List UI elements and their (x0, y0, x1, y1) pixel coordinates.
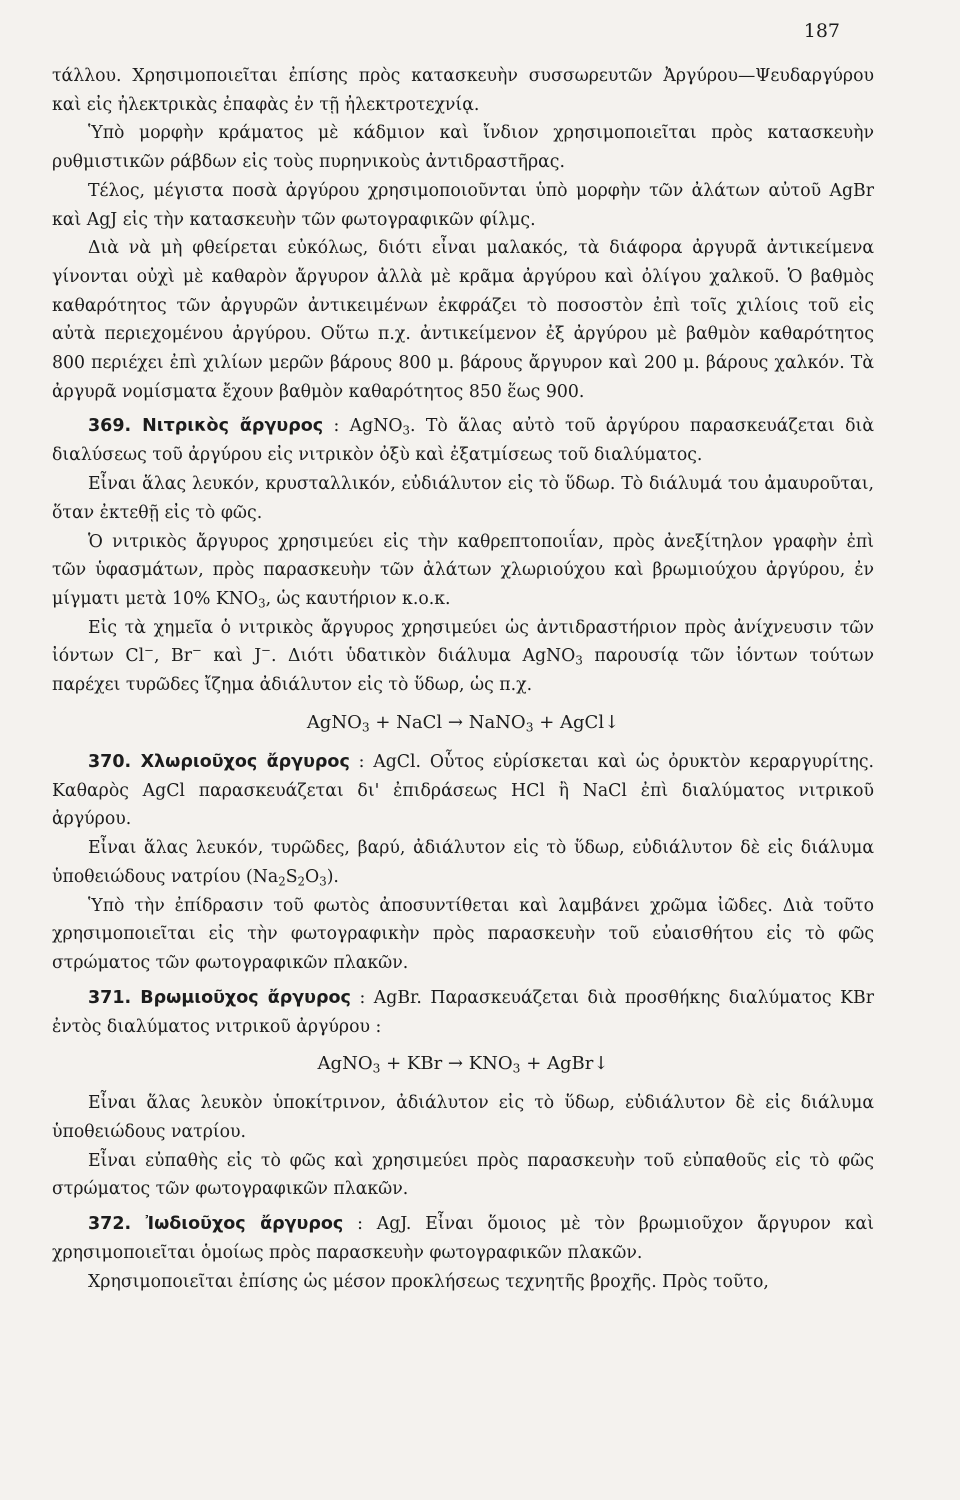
section-intro: 370. Χλωριοῦχος ἄργυρος : AgCl. Οὗτος εὑρίσκεται καὶ ὡς ὀρυκτὸν κεραργυρίτης. Καθαρὸς AgCl παρασκευάζεται δι' ἐπιδράσεως HCl ἢ NaCl ἐπὶ διαλύματος νιτρικοῦ ἀργύρου. (52, 751, 874, 830)
section-heading: 370. Χλωριοῦχος ἄργυρος (88, 751, 350, 772)
paragraph: Διὰ νὰ μὴ φθείρεται εὐκόλως, διότι εἶναι μαλακός, τὰ διάφορα ἀργυρᾶ ἀντικείμενα γίνονται οὐχὶ μὲ καθαρὸν ἄργυρον ἀλλὰ μὲ κρᾶμα ἀργύρου καὶ ὀλίγου χαλκοῦ. Ὁ βαθμὸς καθαρότητος τῶν ἀργυρῶν ἀντικειμένων ἐκφράζει τὸ ποσοστὸν ἐπὶ τοῖς χιλίοις τοῦ εἰς αὐτὰ περιεχομένου ἀργύρου. Οὕτω π.χ. ἀντικείμενον ἐξ ἀργύρου μὲ βαθμὸν καθαρότητος 800 περιέχει ἐπὶ χιλίων μερῶν βάρους 800 μ. βάρους ἄργυρον καὶ 200 μ. βάρους χαλκόν. Τὰ ἀργυρᾶ νομίσματα ἔχουν βαθμὸν καθαρότητος 850 ἕως 900. (52, 238, 874, 402)
section-372 (52, 1210, 874, 1296)
page-body (52, 62, 874, 1297)
section-heading: 369. Νιτρικὸς ἄργυρος (88, 416, 324, 437)
paragraph: Εἶναι εὐπαθὴς εἰς τὸ φῶς καὶ χρησιμεύει πρὸς παρασκευὴν τοῦ εὐπαθοῦς εἰς τὸ φῶς στρώματος τῶν φωτογραφικῶν πλακῶν. (52, 1150, 874, 1200)
paragraph: Χρησιμοποιεῖται ἐπίσης ὡς μέσον προκλήσεως τεχνητῆς βροχῆς. Πρὸς τοῦτο, (88, 1271, 769, 1292)
paragraph: Εἰς τὰ χημεῖα ὁ νιτρικὸς ἄργυρος χρησιμεύει ὡς ἀντιδραστήριον πρὸς ἀνίχνευσιν τῶν ἰόντων Cl−, Br− καὶ J−. Διότι ὑδατικὸν διάλυμα AgNO$_3$ παρουσίᾳ τῶν ἰόντων τούτων παρέχει τυρῶδες ἴζημα ἀδιάλυτον εἰς τὸ ὕδωρ, ὡς π.χ. (52, 617, 874, 696)
paragraph: Ὑπὸ τὴν ἐπίδρασιν τοῦ φωτὸς ἀποσυντίθεται καὶ λαμβάνει χρῶμα ἰῶδες. Διὰ τοῦτο χρησιμοποιεῖται εἰς τὴν φωτογραφικὴν πρὸς παρασκευὴν τοῦ εὐαισθήτου εἰς τὸ φῶς στρώματος τῶν φωτογραφικῶν πλακῶν. (52, 895, 874, 973)
chemical-equation: AgNO$_3$ + NaCl → NaNO$_3$ + AgCl↓ (306, 711, 620, 735)
chemical-equation: AgNO$_3$ + KBr → $KNO_3$ + AgBr↓ (317, 1053, 609, 1076)
section-intro: 371. Βρωμιοῦχος ἄργυρος : AgBr. Παρασκευάζεται διὰ προσθήκης διαλύματος KBr ἐντὸς διαλύματος νιτρικοῦ ἀργύρου : (52, 987, 874, 1037)
paragraph: τάλλου. Χρησιμοποιεῖται ἐπίσης πρὸς κατασκευὴν συσσωρευτῶν Ἀργύρου—Ψευδαργύρου καὶ εἰς ἠλεκτρικὰς ἐπαφὰς ἐν τῇ ἠλεκτροτεχνίᾳ. (52, 66, 874, 115)
section-intro: 369. Νιτρικὸς ἄργυρος : AgNO$_3$. Τὸ ἅλας αὐτὸ τοῦ ἀργύρου παρασκευάζεται διὰ διαλύσεως τοῦ ἀργύρου εἰς νιτρικὸν ὀξὺ καὶ ἐξατμίσεως τοῦ διαλύματος. (52, 416, 875, 466)
paragraph: Ὑπὸ μορφὴν κράματος μὲ κάδμιον καὶ ἴνδιον χρησιμοποιεῖται πρὸς κατασκευὴν ρυθμιστικῶν ράβδων εἰς τοὺς πυρηνικοὺς ἀντιδραστῆρας. (52, 123, 874, 173)
paragraph: Εἶναι ἅλας λευκὸν ὑποκίτρινον, ἀδιάλυτον εἰς τὸ ὕδωρ, εὐδιάλυτον δὲ εἰς διάλυμα ὑποθειώδους νατρίου. (52, 1093, 874, 1142)
section-heading: 372. Ἰωδιοῦχος ἄργυρος (88, 1214, 344, 1235)
section-369 (52, 412, 874, 737)
paragraph: Τέλος, μέγιστα ποσὰ ἀργύρου χρησιμοποιοῦνται ὑπὸ μορφὴν τῶν ἀλάτων αὐτοῦ AgBr καὶ AgJ εἰς τὴν κατασκευὴν τῶν φωτογραφικῶν φίλμς. (52, 180, 874, 230)
paragraph: Ὁ νιτρικὸς ἄργυρος χρησιμεύει εἰς τὴν καθρεπτοποιΐαν, πρὸς ἀνεξίτηλον γραφὴν ἐπὶ τῶν ὑφασμάτων, πρὸς παρασκευὴν τῶν ἀλάτων χλωριούχου καὶ βρωμιούχου ἀργύρου, ἐν μίγματι μετὰ 10% $KNO_3$, ὡς καυτήριον κ.ο.κ. (52, 531, 874, 611)
section-371 (52, 984, 874, 1204)
section-370 (52, 748, 874, 978)
section-intro: 372. Ἰωδιοῦχος ἄργυρος : AgJ. Εἶναι ὅμοιος μὲ τὸν βρωμιοῦχον ἄργυρον καὶ χρησιμοποιεῖται ὁμοίως πρὸς παρασκευὴν φωτογραφικῶν πλακῶν. (52, 1214, 875, 1264)
page-number: 187 (803, 20, 840, 42)
paragraph: Εἶναι ἅλας λευκόν, τυρῶδες, βαρύ, ἀδιάλυτον εἰς τὸ ὕδωρ, εὐδιάλυτον δὲ εἰς διάλυμα ὑποθειώδους νατρίου $(Na_2S_2O_3)$. (52, 838, 874, 889)
section-heading: 371. Βρωμιοῦχος ἄργυρος (88, 987, 351, 1008)
paragraph: Εἶναι ἅλας λευκόν, κρυσταλλικόν, εὐδιάλυτον εἰς τὸ ὕδωρ. Τὸ διάλυμά του ἀμαυροῦται, ὅταν ἐκτεθῇ εἰς τὸ φῶς. (52, 474, 874, 523)
